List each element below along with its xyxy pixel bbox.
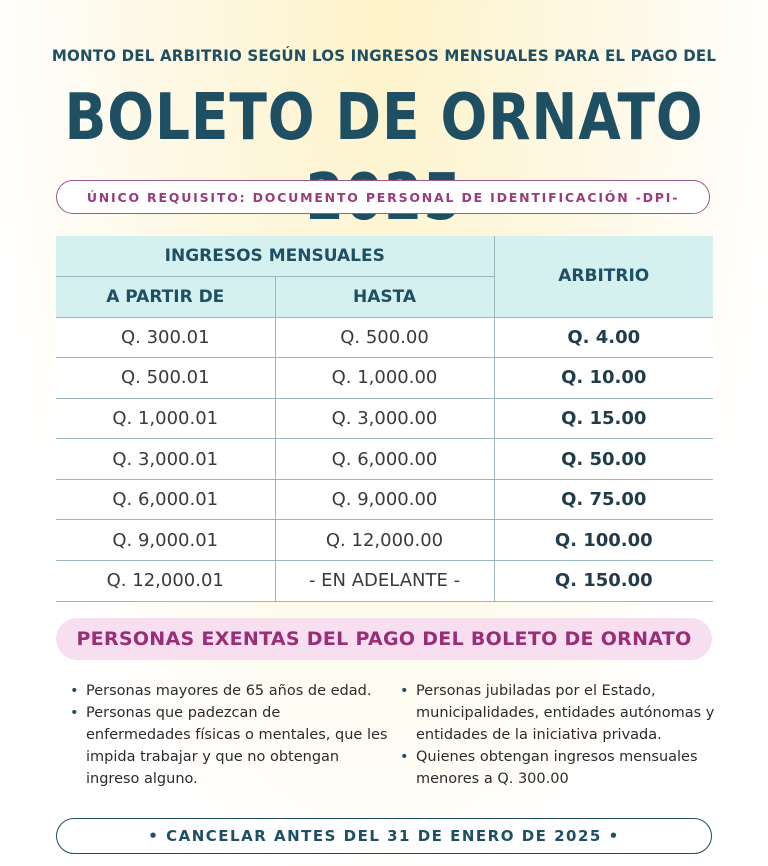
requirement-banner xyxy=(56,180,710,214)
deadline-banner xyxy=(56,818,712,854)
cell-from: Q. 9,000.01 xyxy=(56,520,275,561)
cell-to: - EN ADELANTE - xyxy=(275,561,494,602)
cell-fee: Q. 15.00 xyxy=(494,398,713,439)
cell-to: Q. 1,000.00 xyxy=(275,358,494,399)
list-item: • Quienes obtengan ingresos mensuales menores a Q. 300.00 xyxy=(398,746,718,790)
table-row xyxy=(56,439,713,480)
cell-from: Q. 1,000.01 xyxy=(56,398,275,439)
cell-from: Q. 12,000.01 xyxy=(56,561,275,602)
table-row xyxy=(56,317,713,358)
cell-from: Q. 300.01 xyxy=(56,317,275,358)
cell-fee: Q. 100.00 xyxy=(494,520,713,561)
requirement-text: ÚNICO REQUISITO: DOCUMENTO PERSONAL DE IDENTIFICACIÓN -DPI- xyxy=(86,189,680,205)
deadline-text: • CANCELAR ANTES DEL 31 DE ENERO DE 2025 • xyxy=(148,827,620,845)
cell-from: Q. 3,000.01 xyxy=(56,439,275,480)
fee-table xyxy=(56,236,713,602)
exemptions-heading xyxy=(56,618,712,660)
list-item: • Personas mayores de 65 años de edad. xyxy=(68,680,388,702)
cell-to: Q. 12,000.00 xyxy=(275,520,494,561)
group-header-ingresos: INGRESOS MENSUALES xyxy=(56,236,494,276)
cell-fee: Q. 150.00 xyxy=(494,561,713,602)
table-row xyxy=(56,561,713,602)
exemptions-heading-text: PERSONAS EXENTAS DEL PAGO DEL BOLETO DE ORNATO xyxy=(76,628,692,650)
page-title: BOLETO DE ORNATO xyxy=(64,81,704,155)
table-row xyxy=(56,520,713,561)
column-header-from: A PARTIR DE xyxy=(56,276,275,317)
exemptions-list-right xyxy=(398,680,718,790)
subtitle: MONTO DEL ARBITRIO SEGÚN LOS INGRESOS MENSUALES PARA EL PAGO DEL xyxy=(51,46,717,65)
list-item: • Personas jubiladas por el Estado, municipalidades, entidades autónomas y entidades de la iniciativa privada. xyxy=(398,680,718,746)
cell-fee: Q. 75.00 xyxy=(494,479,713,520)
table-row xyxy=(56,358,713,399)
cell-to: Q. 500.00 xyxy=(275,317,494,358)
cell-fee: Q. 50.00 xyxy=(494,439,713,480)
cell-to: Q. 6,000.00 xyxy=(275,439,494,480)
exemptions-list-left xyxy=(68,680,388,790)
table-row xyxy=(56,398,713,439)
cell-fee: Q. 10.00 xyxy=(494,358,713,399)
list-item: • Personas que padezcan de enfermedades físicas o mentales, que les impida trabajar y que no obtengan ingreso alguno. xyxy=(68,702,388,790)
cell-to: Q. 9,000.00 xyxy=(275,479,494,520)
cell-to: Q. 3,000.00 xyxy=(275,398,494,439)
column-header-to: HASTA xyxy=(275,276,494,317)
table-row xyxy=(56,479,713,520)
cell-fee: Q. 4.00 xyxy=(494,317,713,358)
cell-from: Q. 6,000.01 xyxy=(56,479,275,520)
column-header-arbitrio: ARBITRIO xyxy=(494,236,713,317)
cell-from: Q. 500.01 xyxy=(56,358,275,399)
